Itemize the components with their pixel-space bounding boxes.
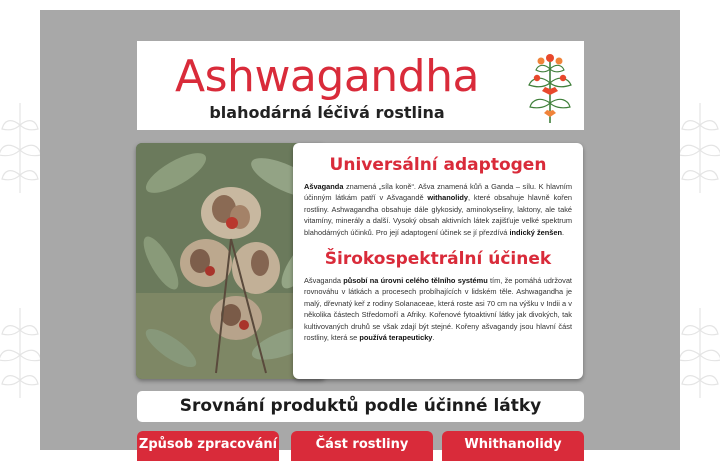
page-title: Ashwagandha (175, 51, 479, 102)
info-panel (293, 143, 583, 379)
tab-withanolides[interactable]: Whithanolidy (442, 431, 584, 461)
section-heading-effect: Širokospektrální účinek (324, 249, 552, 270)
section-heading-adaptogen: Universální adaptogen (329, 155, 547, 175)
page-subtitle: blahodárná léčivá rostlina (209, 103, 445, 122)
ashwagandha-plant-icon (524, 47, 576, 125)
adaptogen-paragraph: Ašvaganda znamená „síla koně“. Ašva znamená kůň a Ganda – sílu. K hlavním účinným látkám patří v Ašvagandě withanolidy, které obsahuje hlavně kořen rostliny. Ashwagandha obsahuje dále glykosidy, aminokyseliny, laktony, ale také vitamíny, minerály a další. Vysoký obsah aktivních látek zajišťuje velké spektrum blahodárných účinků. Pro její adaptogení účinek se jí přezdívá indický ženšen. (304, 182, 572, 237)
header-banner (137, 41, 584, 130)
main-page (40, 10, 680, 450)
effect-paragraph: Ašvaganda působí na úrovni celého tělního systému tím, že pomáhá udržovat rovnováhu v látkách a procesech probíhajících v lidském těle. Ashwagandha je malý, dřevnatý keř z rodiny Solanaceae, která roste asi 70 cm na výšku v Indii a v několika částech Středomoří a Afriky. Kořenové fytoaktivní látky jak divokých, tak kultivovaných druhů se však zdají být stejné. Kořeny ašvagandy jsou hlavní část rostliny, která se používá terapeuticky. (304, 276, 572, 343)
tab-processing-method[interactable]: Způsob zpracování (137, 431, 279, 461)
tab-plant-part[interactable]: Část rostliny (291, 431, 433, 461)
comparison-title: Srovnání produktů podle účinné látky (137, 391, 584, 422)
